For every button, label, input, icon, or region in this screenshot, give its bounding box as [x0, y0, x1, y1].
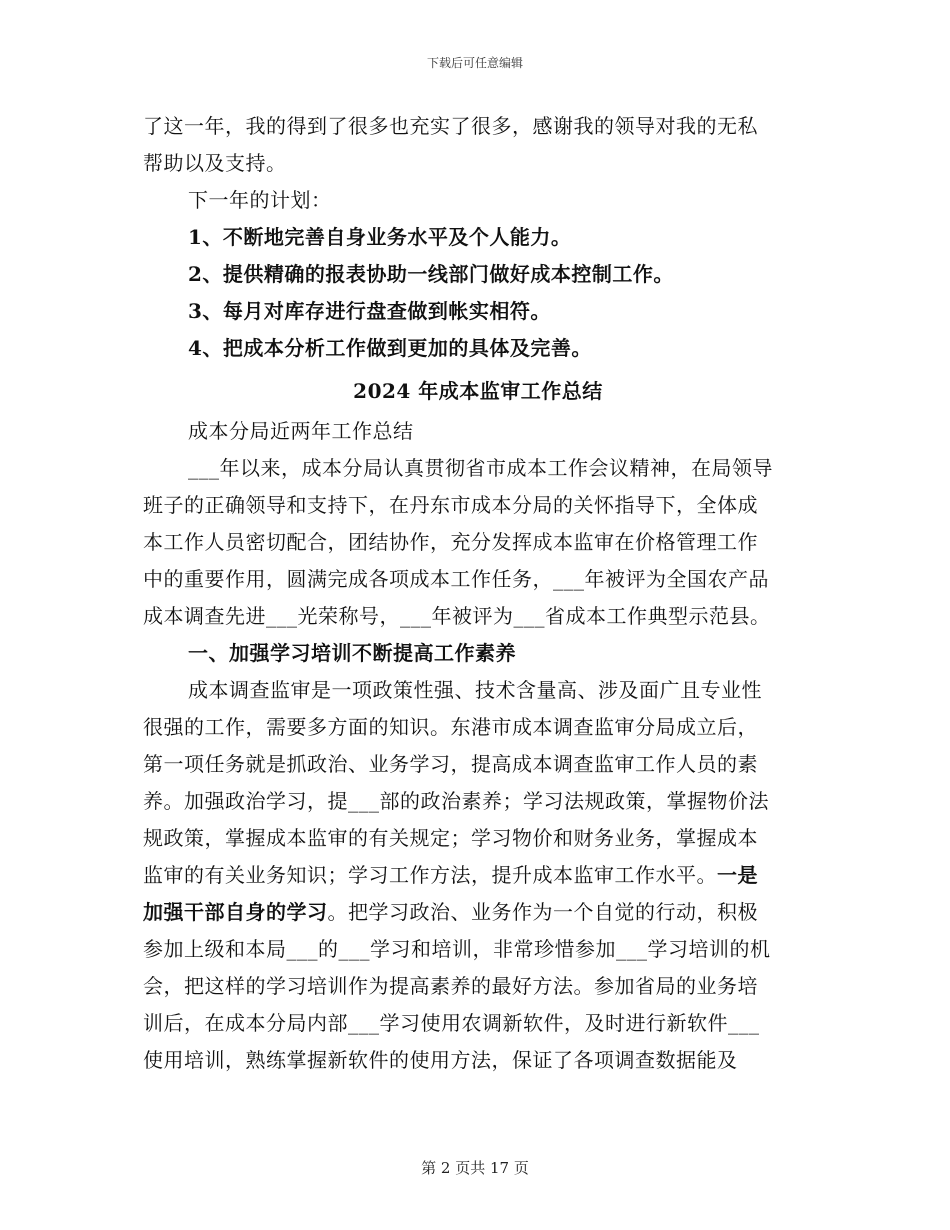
paragraph-text: 。把学习政治、业务作为一个自觉的行动，积极 [327, 900, 758, 924]
paragraph-line: 成本调查先进___光荣称号，___年被评为___省成本工作典型示范县。 [143, 604, 771, 628]
paragraph-line: 参加上级和本局___的___学习和培训，非常珍惜参加___学习培训的机 [143, 937, 771, 961]
document-body [143, 108, 813, 1079]
paragraph-line: 规政策，掌握成本监审的有关规定；学习物价和财务业务，掌握成本 [143, 826, 758, 850]
plan-heading: 下一年的计划： [188, 188, 332, 212]
text-line: 了这一年，我的得到了很多也充实了很多，感谢我的领导对我的无私 [143, 114, 758, 138]
paragraph-line: 很强的工作，需要多方面的知识。东港市成本调查监审分局成立后， [143, 715, 758, 739]
paragraph-line: ___年以来，成本分局认真贯彻省市成本工作会议精神，在局领导 [188, 456, 773, 480]
plan-item-1: 1、不断地完善自身业务水平及个人能力。 [188, 225, 572, 249]
paragraph-line: 本工作人员密切配合，团结协作，充分发挥成本监审在价格管理工作 [143, 530, 758, 554]
paragraph-line: 养。加强政治学习，提___部的政治素养；学习法规政策，掌握物价法 [143, 789, 769, 813]
subtitle: 成本分局近两年工作总结 [188, 419, 414, 443]
emphasis-text: 一是 [717, 863, 758, 887]
plan-item-2: 2、提供精确的报表协助一线部门做好成本控制工作。 [188, 262, 674, 286]
paragraph-line: 第一项任务就是抓政治、业务学习，提高成本调查监审工作人员的素 [143, 752, 758, 776]
plan-item-4: 4、把成本分析工作做到更加的具体及完善。 [188, 336, 592, 360]
paragraph-text: 监审的有关业务知识；学习工作方法，提升成本监审工作水平。 [143, 863, 717, 887]
paragraph-line: 会，把这样的学习培训作为提高素养的最好方法。参加省局的业务培 [143, 974, 758, 998]
paragraph-line [143, 894, 813, 931]
paragraph-line: 使用培训，熟练掌握新软件的使用方法，保证了各项调查数据能及 [143, 1048, 738, 1072]
paragraph-line: 班子的正确领导和支持下，在丹东市成本分局的关怀指导下，全体成 [143, 493, 758, 517]
document-title: 2024 年成本监审工作总结 [353, 379, 603, 403]
plan-item-3: 3、每月对库存进行盘查做到帐实相符。 [188, 299, 551, 323]
paragraph-line [143, 857, 813, 894]
section-heading-1: 一、加强学习培训不断提高工作素养 [188, 641, 516, 665]
paragraph-line: 中的重要作用，圆满完成各项成本工作任务，___年被评为全国农产品 [143, 567, 769, 591]
page-header: 下载后可任意编辑 [426, 56, 523, 70]
text-line: 帮助以及支持。 [143, 151, 287, 175]
paragraph-line: 成本调查监审是一项政策性强、技术含量高、涉及面广且专业性 [188, 678, 762, 702]
paragraph-line: 训后，在成本分局内部___学习使用农调新软件，及时进行新软件___ [143, 1011, 760, 1035]
emphasis-text: 加强干部自身的学习 [143, 900, 328, 924]
page-footer: 第 2 页共 17 页 [421, 1159, 529, 1177]
